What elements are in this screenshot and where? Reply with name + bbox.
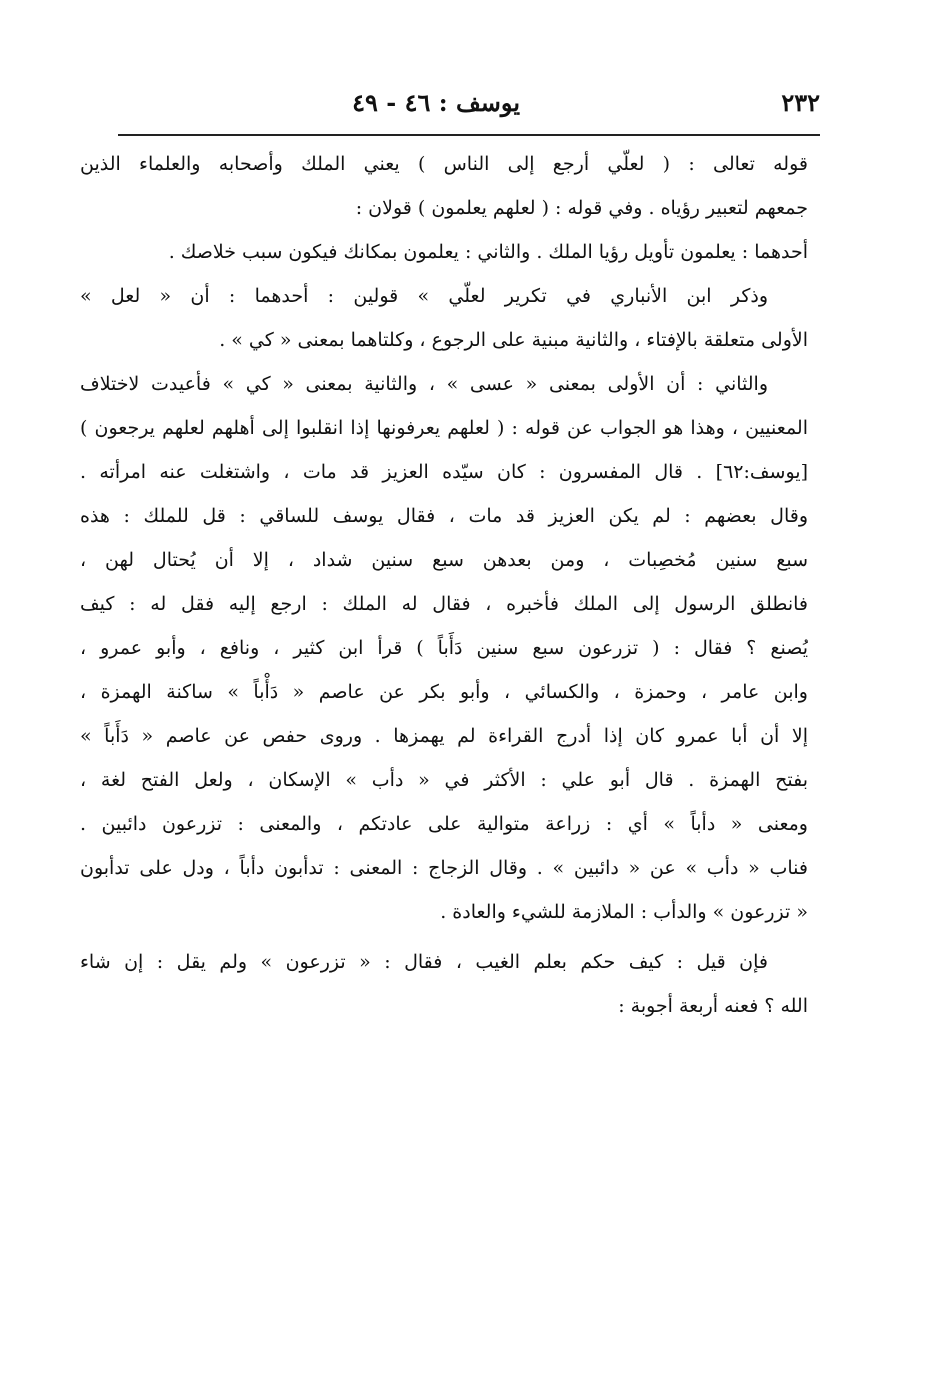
text-line: يُصنع ؟ فقال : ( تزرعون سبع سنين دَأَباً ) قرأ ابن كثير ، ونافع ، وأبو عمرو ، [80,637,808,659]
text-line: وذكر ابن الأنباري في تكرير لعلّي » قولين : أحدهما : أن « لعل » [80,285,768,307]
text-line: سبع سنين مُخصِبات ، ومن بعدهن سبع سنين شداد ، إلا أن يُحتال لهن ، [80,549,808,571]
text-line: جمعهم لتعبير رؤياه . وفي قوله : ( لعلهم يعلمون ) قولان : [355,197,808,219]
text-line: « تزرعون » والدأب : الملازمة للشيء والعادة . [440,901,808,923]
text-line: فإن قيل : كيف حكم بعلم الغيب ، فقال : « تزرعون » ولم يقل : إن شاء [80,951,768,973]
page-header [118,88,820,128]
text-line: الأولى متعلقة بالإفتاء ، والثانية مبنية على الرجوع ، وكلتاهما بمعنى « كي » . [219,329,808,351]
text-line: [يوسف:٦٢] . قال المفسرون : كان سيّده العزيز قد مات ، واشتغلت عنه امرأته . [80,461,808,483]
text-line: وقال بعضهم : لم يكن العزيز قد مات ، فقال يوسف للساقي : قل للملك : هذه [80,505,808,527]
text-line: فانطلق الرسول إلى الملك فأخبره ، فقال له الملك : ارجع إليه فقل له : كيف [80,593,808,615]
running-title: يوسف : ٤٦ - ٤٩ [352,88,520,117]
text-line: الله ؟ فعنه أربعة أجوبة : [618,995,808,1017]
text-line: وابن عامر ، وحمزة ، والكسائي ، وأبو بكر عن عاصم « دَأْباً » ساكنة الهمزة ، [80,681,808,703]
text-line: المعنيين ، وهذا هو الجواب عن قوله : ( لعلهم يعرفونها إذا انقلبوا إلى أهلهم لعلهم يرجعون ) [80,417,808,439]
text-line: فناب « دأب » عن « دائبين » . وقال الزجاج : المعنى : تدأبون دأباً ، ودل على تدأبون [80,857,808,879]
text-line: إلا أن أبا عمرو كان إذا أدرج القراءة لم يهمزها . وروى حفص عن عاصم « دَأَباً » [80,725,808,747]
header-rule [118,134,820,136]
text-line: أحدهما : يعلمون تأويل رؤيا الملك . والثاني : يعلمون بمكانك فيكون سبب خلاصك . [168,241,808,263]
body-text [80,142,808,1028]
page-number: ٢٣٢ [781,88,820,117]
text-line: والثاني : أن الأولى بمعنى « عسى » ، والثانية بمعنى « كي » فأعيدت لاختلاف [80,373,768,395]
text-line: بفتح الهمزة . قال أبو علي : الأكثر في « دأب » الإسكان ، ولعل الفتح لغة ، [80,769,808,791]
text-line: قوله تعالى : ( لعلّي أرجع إلى الناس ) يعني الملك وأصحابه والعلماء الذين [80,153,808,175]
text-line: ومعنى « دأباً » أي : زراعة متوالية على عادتكم ، والمعنى : تزرعون دائبين . [80,813,808,835]
